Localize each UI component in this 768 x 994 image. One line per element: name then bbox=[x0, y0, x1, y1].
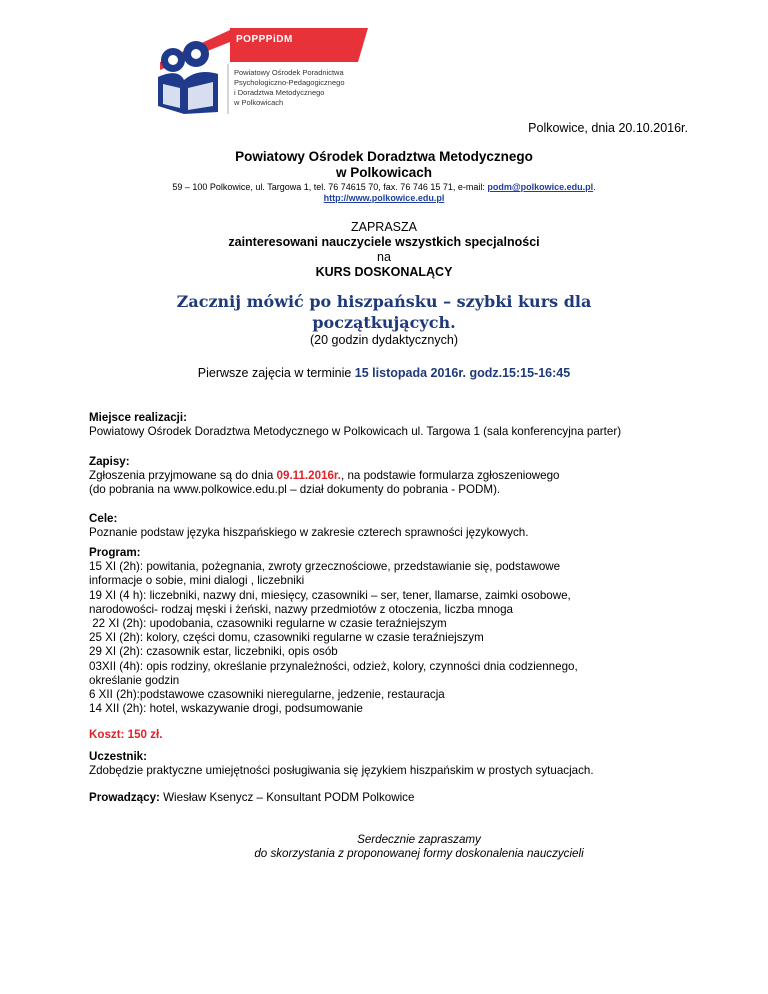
program-line: informacje o sobie, mini dialogi , liczebniki bbox=[89, 574, 305, 588]
podm-logo bbox=[118, 22, 378, 122]
program-line: 6 XII (2h):podstawowe czasowniki nieregularne, jedzenie, restauracja bbox=[89, 688, 445, 702]
leader-section: Prowadzący: Wiesław Ksenycz – Konsultant PODM Polkowice bbox=[89, 791, 415, 804]
first-session: Pierwsze zajęcia w terminie 15 listopada 2016r. godz.15:15-16:45 bbox=[197, 366, 571, 380]
program-line: określanie godzin bbox=[89, 673, 180, 687]
email-link[interactable]: podm@polkowice.edu.pl bbox=[487, 182, 594, 192]
place-section: Miejsce realizacji: Powiatowy Ośrodek Doradztwa Metodycznego w Polkowicach ul. Targowa 1 (sala konferencyjna parter) bbox=[89, 411, 622, 439]
organization-name: Powiatowy Ośrodek Doradztwa Metodycznego w Polkowicach bbox=[235, 149, 533, 180]
document-date: Polkowice, dnia 20.10.2016r. bbox=[528, 121, 688, 135]
participant-section: Uczestnik: Zdobędzie praktyczne umiejętności posługiwania się językiem hiszpańskim w prostych sytuacjach. bbox=[89, 750, 594, 778]
program-line: 14 XII (2h): hotel, wskazywanie drogi, podsumowanie bbox=[89, 702, 363, 716]
course-hours: (20 godzin dydaktycznych) bbox=[310, 333, 458, 347]
program-line: narodowości- rodzaj męski i żeński, nazwy przedmiotów z otoczenia, liczba mnoga bbox=[89, 602, 513, 616]
program-line: 29 XI (2h): czasownik estar, liczebniki, opis osób bbox=[89, 645, 338, 659]
program-line: 19 XI (4 h): liczebniki, nazwy dni, miesięcy, czasowniki – ser, tener, llamarse, zaimki osobowe, bbox=[89, 588, 571, 602]
logo-banner: POPPPiDM bbox=[236, 34, 293, 45]
program-line: 25 XI (2h): kolory, części domu, czasowniki regularne w czasie teraźniejszym bbox=[89, 631, 484, 645]
goals-section: Cele: Poznanie podstaw języka hiszpańskiego w zakresie czterech sprawności językowych. bbox=[89, 512, 529, 540]
program-section: Program: 15 XI (2h): powitania, pożegnania, zwroty grzecznościowe, przedstawianie się, podstawowe informacje o sobie, mini dialogi , liczebniki 19 XI (4 h): liczebniki, nazwy dni, miesięcy, czasowniki – ser, tener, llamarse, zaimki osobowe, narodowości- rodzaj męski i żeński, nazwy przedmiotów z otoczenia, liczba mnoga 22 XI (2h): upodobania, czasowniki regularne w czasie teraźniejszym 25 XI (2h): kolory, części domu, czasowniki regularne w czasie teraźniejszym 29 XI (2h): czasownik estar, liczebniki, opis osób 03XII (4h): opis rodziny, określanie przynależności, odzież, kolory, czynności dnia codziennego, określanie godzin 6 XII (2h):podstawowe czasowniki nieregularne, jedzenie, restauracja 14 XII (2h): hotel, wskazywanie drogi, podsumowanie bbox=[89, 546, 709, 716]
organization-address: 59 – 100 Polkowice, ul. Targowa 1, tel. 76 74615 70, fax. 76 746 15 71, e-mail: podm@polkowice.edu.pl. http://www.polkowice.edu.pl bbox=[172, 182, 596, 203]
cost-label: Koszt: 150 zł. bbox=[89, 728, 163, 741]
course-title: Zacznij mówić po hiszpańsku – szybki kurs dla początkujących. bbox=[176, 292, 592, 332]
program-line: 03XII (4h): opis rodziny, określanie przynależności, odzież, kolory, czynności dnia codziennego, bbox=[89, 659, 578, 673]
signup-section: Zapisy: Zgłoszenia przyjmowane są do dnia 09.11.2016r., na podstawie formularza zgłoszeniowego (do pobrania na www.polkowice.edu.pl – dział dokumenty do pobrania - PODM). bbox=[89, 455, 560, 497]
program-line: 22 XI (2h): upodobania, czasowniki regularne w czasie teraźniejszym bbox=[89, 617, 447, 631]
website-link[interactable]: http://www.polkowice.edu.pl bbox=[323, 193, 445, 203]
logo-caption: Powiatowy Ośrodek Poradnictwa Psychologiczno-Pedagogicznego i Doradztwa Metodycznego w Polkowicach bbox=[234, 68, 345, 107]
program-line: 15 XI (2h): powitania, pożegnania, zwroty grzecznościowe, przedstawianie się, podstawowe bbox=[89, 560, 561, 574]
invitation-block: ZAPRASZA zainteresowani nauczyciele wszystkich specjalności na KURS DOSKONALĄCY bbox=[228, 220, 540, 279]
closing-note: Serdecznie zapraszamy do skorzystania z proponowanej formy doskonalenia nauczycieli bbox=[254, 833, 584, 861]
